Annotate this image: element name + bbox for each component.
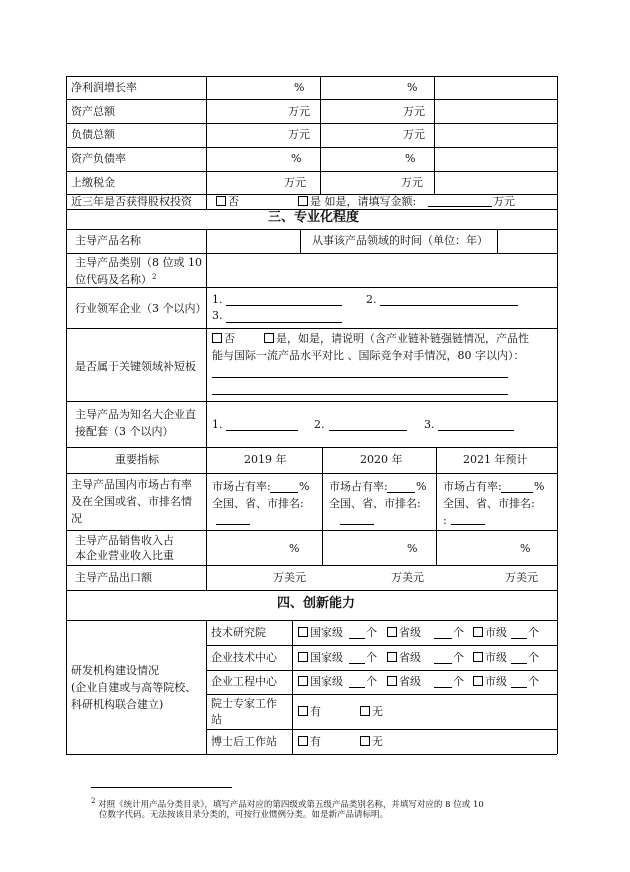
finance-row-label: 负债总额 — [71, 128, 115, 141]
product-time-label: 从事该产品领域的时间（单位：年） — [312, 234, 488, 247]
footnote-ref: 2 — [152, 273, 157, 281]
provincial-option[interactable] — [387, 626, 421, 640]
finance-row-label: 资产总额 — [71, 105, 115, 118]
row-divider — [66, 473, 557, 474]
col-divider — [206, 229, 207, 253]
sales-ratio-label: 本企业营业收入比重 — [75, 549, 174, 562]
has-option[interactable] — [298, 705, 321, 719]
product-category-label-text: 位代码及名称） — [75, 273, 152, 286]
col-divider — [497, 229, 498, 253]
row-divider — [66, 76, 557, 77]
checkbox-icon[interactable] — [264, 333, 274, 343]
equity-unit: 万元 — [493, 195, 515, 208]
count-input[interactable] — [511, 638, 527, 639]
count-unit: 个 — [366, 626, 377, 639]
leader-number: 3. — [212, 309, 223, 322]
equity-no-option[interactable] — [216, 195, 239, 209]
year-header: 2021 年预计 — [463, 453, 528, 466]
institution-name: 技术研究院 — [211, 626, 266, 639]
count-input[interactable] — [349, 638, 365, 639]
col-divider — [206, 253, 207, 565]
checkbox-icon[interactable] — [298, 627, 308, 637]
national-option[interactable] — [298, 675, 343, 689]
row-divider — [66, 287, 557, 288]
city-label: 市级 — [485, 626, 507, 639]
indicators-header: 重要指标 — [115, 453, 159, 466]
row-divider — [66, 99, 557, 100]
national-label: 国家级 — [310, 626, 343, 639]
footnote-mark: 2 — [91, 797, 96, 805]
leader-input-line[interactable] — [226, 322, 342, 323]
count-input[interactable] — [434, 638, 452, 639]
product-category-label: 主导产品类别（8 位或 10 — [75, 256, 202, 269]
provincial-label: 省级 — [399, 651, 421, 664]
row-divider — [66, 229, 557, 230]
city-option[interactable] — [473, 626, 507, 640]
market-share-input[interactable] — [387, 492, 415, 493]
count-input[interactable] — [511, 663, 527, 664]
provincial-label: 省级 — [399, 675, 421, 688]
market-share-text: 市场占有率: — [212, 480, 271, 493]
postdoc-label: 博士后工作站 — [211, 735, 277, 748]
industry-leader-label: 行业领军企业（3 个以内） — [75, 302, 207, 315]
checkbox-icon[interactable] — [387, 627, 397, 637]
sales-ratio-unit: % — [520, 542, 531, 555]
year-header: 2020 年 — [360, 453, 403, 466]
key-explain-line[interactable] — [212, 377, 508, 378]
supply-input-line[interactable] — [226, 430, 298, 431]
count-input[interactable] — [349, 663, 365, 664]
provincial-option[interactable] — [387, 651, 421, 665]
rd-label: 科研机构联合建立) — [71, 698, 164, 711]
row-divider — [66, 401, 557, 402]
equity-yes-option[interactable] — [298, 195, 416, 209]
rank-colon: : — [443, 514, 447, 527]
has-label: 有 — [310, 705, 321, 718]
checkbox-icon[interactable] — [473, 627, 483, 637]
footnote-text: 对照《统计用产品分类目录》，填写产品对应的第四级或第五级产品类别名称，并填写对应的 8 位或 10 — [98, 800, 484, 810]
supply-label: 接配套（3 个以内） — [75, 425, 174, 438]
row-divider — [66, 328, 557, 329]
national-label: 国家级 — [310, 651, 343, 664]
finance-row-unit: % — [407, 81, 418, 94]
equity-yes-label: 是 如是，请填写金额: — [310, 195, 417, 208]
row-divider — [206, 670, 557, 671]
col-divider — [206, 76, 207, 194]
rank-input[interactable] — [451, 524, 485, 525]
none-label: 无 — [372, 705, 383, 718]
finance-row-unit: 万元 — [403, 128, 425, 141]
percent-sign: % — [299, 480, 310, 493]
supply-input-line[interactable] — [438, 430, 514, 431]
count-unit: 个 — [528, 675, 539, 688]
checkbox-icon[interactable] — [360, 706, 370, 716]
finance-row-unit: 万元 — [288, 128, 310, 141]
finance-row-label: 净利润增长率 — [71, 81, 137, 94]
count-unit: 个 — [366, 651, 377, 664]
none-label: 无 — [372, 735, 383, 748]
footnote-separator — [91, 787, 232, 788]
count-unit: 个 — [366, 675, 377, 688]
count-unit: 个 — [453, 675, 464, 688]
col-divider — [436, 447, 437, 565]
equity-amount-line[interactable] — [428, 206, 492, 207]
leader-input-line[interactable] — [380, 305, 518, 306]
count-unit: 个 — [453, 626, 464, 639]
supply-number: 3. — [424, 418, 435, 431]
leader-number: 1. — [212, 293, 223, 306]
key-no-option[interactable] — [212, 332, 235, 346]
checkbox-icon[interactable] — [298, 196, 308, 206]
finance-row-unit: 万元 — [288, 105, 310, 118]
count-input[interactable] — [511, 687, 527, 688]
checkbox-icon[interactable] — [212, 333, 222, 343]
rank-text: 全国、省、市排名: — [212, 497, 304, 510]
national-label: 国家级 — [310, 675, 343, 688]
row-divider — [66, 447, 557, 448]
section3-title: 三、专业化程度 — [268, 210, 360, 225]
finance-row-label: 资产负债率 — [71, 152, 126, 165]
export-unit: 万美元 — [273, 571, 306, 584]
col-divider — [292, 620, 293, 754]
key-no-label: 否 — [224, 332, 235, 345]
col-divider — [300, 229, 301, 253]
percent-sign: % — [534, 480, 545, 493]
rank-text: 全国、省、市排名: — [443, 497, 535, 510]
row-divider — [66, 123, 557, 124]
rd-label: (企业自建或与高等院校、 — [71, 681, 197, 694]
count-unit: 个 — [453, 651, 464, 664]
row-divider — [66, 754, 557, 755]
institution-name: 企业工程中心 — [211, 675, 277, 688]
provincial-option[interactable] — [387, 675, 421, 689]
supply-input-line[interactable] — [329, 430, 407, 431]
row-divider — [66, 590, 557, 591]
col-divider — [320, 76, 321, 194]
sales-ratio-label: 主导产品销售收入占 — [75, 534, 174, 547]
supply-label: 主导产品为知名大企业直 — [75, 408, 196, 421]
key-yes-label: 是，如是，请说明（含产业链补链强链情况，产品性 — [276, 332, 529, 345]
row-divider — [206, 694, 557, 695]
checkbox-icon[interactable] — [473, 676, 483, 686]
provincial-label: 省级 — [399, 626, 421, 639]
row-divider — [66, 171, 557, 172]
percent-sign: % — [416, 480, 427, 493]
col-divider — [434, 76, 435, 194]
count-unit: 个 — [528, 651, 539, 664]
supply-number: 1. — [212, 418, 223, 431]
market-share-label: 及在全国或省、市排名情 — [71, 495, 192, 508]
academician-label: 站 — [211, 713, 222, 726]
checkbox-icon[interactable] — [387, 676, 397, 686]
finance-row-unit: 万元 — [284, 176, 306, 189]
product-category-label — [75, 270, 156, 287]
market-share-label: 主导产品国内市场占有率 — [71, 478, 192, 491]
checkbox-icon[interactable] — [473, 652, 483, 662]
checkbox-icon[interactable] — [216, 196, 226, 206]
table-left-border — [66, 76, 67, 754]
checkbox-icon[interactable] — [360, 736, 370, 746]
export-unit: 万美元 — [505, 571, 538, 584]
row-divider — [206, 729, 557, 730]
col-divider — [206, 194, 207, 209]
count-input[interactable] — [434, 687, 452, 688]
row-divider — [206, 645, 557, 646]
national-option[interactable] — [298, 626, 343, 640]
section4-title: 四、创新能力 — [277, 596, 356, 611]
footnote-line: 位数字代码。无法按该目录分类的，可按行业惯例分类。如是新产品请标明。 — [99, 810, 389, 820]
rd-label: 研发机构建设情况 — [71, 664, 159, 677]
count-input[interactable] — [349, 687, 365, 688]
count-input[interactable] — [434, 663, 452, 664]
row-divider — [66, 565, 557, 566]
supply-number: 2. — [314, 418, 325, 431]
checkbox-icon[interactable] — [298, 676, 308, 686]
sales-ratio-unit: % — [407, 542, 418, 555]
finance-row-unit: 万元 — [401, 176, 423, 189]
none-option[interactable] — [360, 735, 383, 749]
institution-name: 企业技术中心 — [211, 651, 277, 664]
table-right-border — [557, 76, 558, 754]
market-share-text: 市场占有率: — [329, 480, 388, 493]
market-share-input[interactable] — [270, 492, 298, 493]
city-label: 市级 — [485, 651, 507, 664]
leader-input-line[interactable] — [226, 305, 342, 306]
city-option[interactable] — [473, 651, 507, 665]
row-divider — [66, 530, 557, 531]
col-divider — [322, 447, 323, 565]
key-yes-option[interactable] — [264, 332, 529, 346]
finance-row-label: 上缴税金 — [71, 176, 115, 189]
row-divider — [66, 253, 557, 254]
national-option[interactable] — [298, 651, 343, 665]
sales-ratio-unit: % — [289, 542, 300, 555]
key-yes-label-cont: 能与国际一流产品水平对比 、国际竞争对手情况，80 字以内）： — [212, 349, 525, 362]
col-divider — [206, 620, 207, 754]
city-label: 市级 — [485, 675, 507, 688]
rank-input[interactable] — [340, 524, 374, 525]
row-divider — [66, 147, 557, 148]
finance-row-unit: % — [291, 152, 302, 165]
col-divider — [206, 565, 207, 590]
finance-row-unit: 万元 — [403, 105, 425, 118]
finance-row-unit: % — [294, 81, 305, 94]
row-divider — [66, 620, 557, 621]
rank-input[interactable] — [216, 524, 250, 525]
equity-label: 近三年是否获得股权投资 — [71, 195, 192, 208]
key-explain-line[interactable] — [212, 394, 508, 395]
key-field-label: 是否属于关键领域补短板 — [75, 360, 196, 373]
export-unit: 万美元 — [391, 571, 424, 584]
has-label: 有 — [310, 735, 321, 748]
none-option[interactable] — [360, 705, 383, 719]
market-share-label: 况 — [71, 512, 82, 525]
equity-no-label: 否 — [228, 195, 239, 208]
city-option[interactable] — [473, 675, 507, 689]
market-share-text: 市场占有率: — [443, 480, 502, 493]
rank-text: 全国、省、市排名: — [329, 497, 421, 510]
count-unit: 个 — [528, 626, 539, 639]
market-share-input[interactable] — [501, 492, 533, 493]
leader-number: 2. — [366, 293, 377, 306]
finance-row-unit: % — [405, 152, 416, 165]
checkbox-icon[interactable] — [298, 706, 308, 716]
checkbox-icon[interactable] — [298, 736, 308, 746]
year-header: 2019 年 — [244, 453, 287, 466]
has-option[interactable] — [298, 735, 321, 749]
product-name-label: 主导产品名称 — [75, 234, 141, 247]
checkbox-icon[interactable] — [298, 652, 308, 662]
checkbox-icon[interactable] — [387, 652, 397, 662]
export-label: 主导产品出口额 — [75, 571, 152, 584]
academician-label: 院士专家工作 — [211, 697, 277, 710]
